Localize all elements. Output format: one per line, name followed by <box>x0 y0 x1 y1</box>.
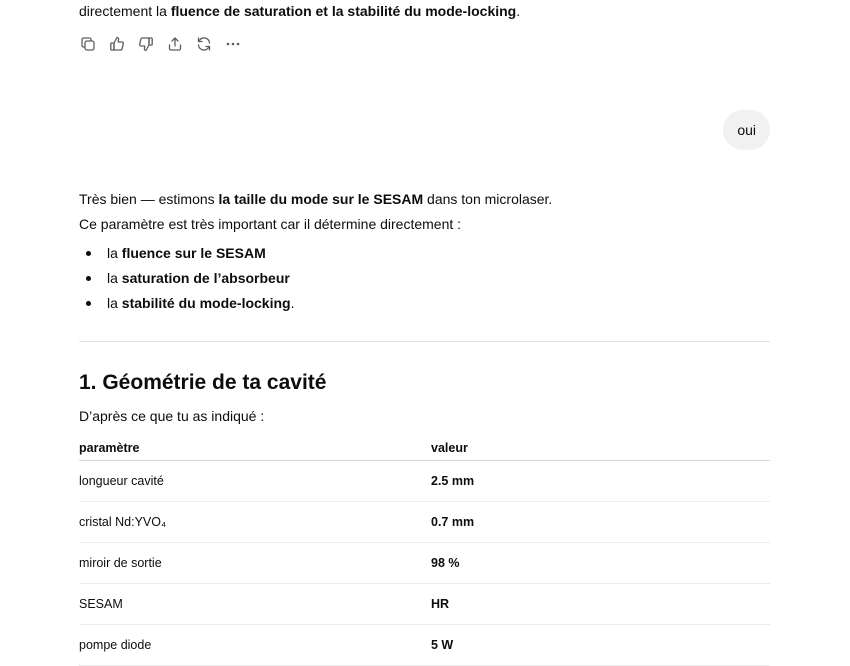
intro-suffix: dans ton microlaser. <box>423 191 553 207</box>
thumbs-down-icon <box>138 36 154 52</box>
bullet-dot <box>86 301 91 306</box>
bullet-bold: stabilité du mode-locking <box>121 295 291 311</box>
table-row <box>79 461 770 502</box>
param-name: SESAM <box>79 584 431 625</box>
table-header-row <box>79 436 770 461</box>
param-value: 5 W <box>431 625 770 666</box>
param-value: 2.5 mm <box>431 461 770 502</box>
share-button[interactable] <box>166 36 183 53</box>
share-icon <box>167 36 183 52</box>
more-options-button[interactable] <box>224 36 241 53</box>
previous-message-line <box>79 1 520 21</box>
bullet-prefix: la <box>107 295 122 311</box>
param-name: miroir de sortie <box>79 543 431 584</box>
table-row <box>79 543 770 584</box>
user-message-text: oui <box>737 122 756 138</box>
regenerate-icon <box>196 36 212 52</box>
thumbs-up-button[interactable] <box>108 36 125 53</box>
more-icon <box>225 36 241 52</box>
param-value: 0.7 mm <box>431 502 770 543</box>
copy-icon <box>80 36 96 52</box>
message-actions <box>79 34 253 54</box>
bullet-prefix: la <box>107 270 122 286</box>
bullet-dot <box>86 276 91 281</box>
bullet-prefix: la <box>107 245 122 261</box>
param-value: HR <box>431 584 770 625</box>
thumbs-up-icon <box>109 36 125 52</box>
section-divider <box>79 341 770 342</box>
bullet-suffix: . <box>290 295 295 311</box>
previous-message-prefix: directement la <box>79 3 171 19</box>
user-message-bubble <box>723 110 770 150</box>
bullet-bold: saturation de l’absorbeur <box>121 270 290 286</box>
table-row <box>79 625 770 666</box>
section-heading: 1. Géométrie de ta cavité <box>79 371 327 394</box>
response-line2: Ce paramètre est très important car il détermine directement : <box>79 216 462 232</box>
bullet-bold: fluence sur le SESAM <box>121 245 266 261</box>
bullet-dot <box>86 251 91 256</box>
param-name: longueur cavité <box>79 461 431 502</box>
param-name: cristal Nd:YVO₄ <box>79 502 431 543</box>
parameters-table <box>79 436 770 666</box>
previous-message-suffix: . <box>516 3 521 19</box>
section-intro: D’après ce que tu as indiqué : <box>79 408 265 424</box>
copy-button[interactable] <box>79 36 96 53</box>
intro-prefix: Très bien — estimons <box>79 191 219 207</box>
intro-bold: la taille du mode sur le SESAM <box>218 191 424 207</box>
regenerate-button[interactable] <box>195 36 212 53</box>
param-value: 98 % <box>431 543 770 584</box>
previous-message-bold: fluence de saturation et la stabilité du mode-locking <box>170 3 517 19</box>
param-name: pompe diode <box>79 625 431 666</box>
table-row <box>79 584 770 625</box>
header-valeur: valeur <box>431 436 770 461</box>
thumbs-down-button[interactable] <box>137 36 154 53</box>
header-parametre: paramètre <box>79 436 431 461</box>
response-intro <box>79 189 552 209</box>
table-row <box>79 502 770 543</box>
